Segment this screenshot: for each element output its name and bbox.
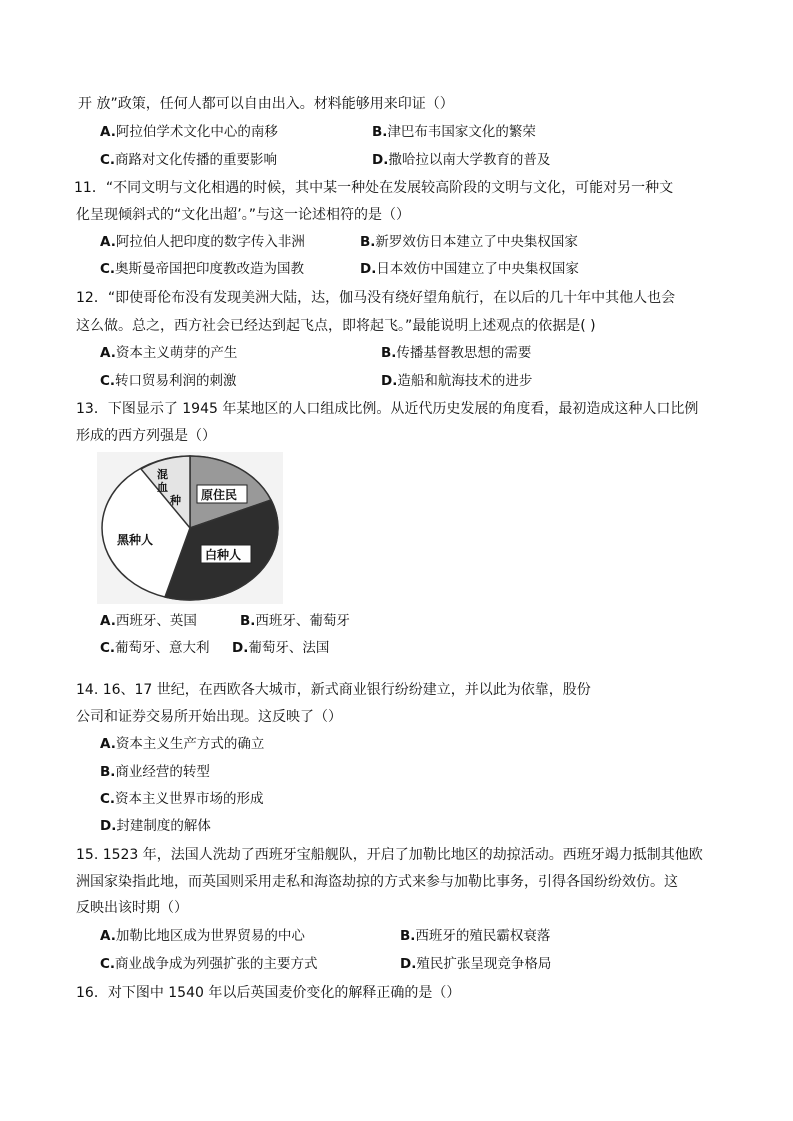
q11-option-d: D.日本效仿中国建立了中央集权国家 bbox=[360, 261, 579, 277]
q15-stem-line3: 反映出该时期（） bbox=[76, 900, 188, 916]
pie-label-yuanzhumin: 原住民 bbox=[201, 488, 238, 502]
q14-option-b: B.商业经营的转型 bbox=[100, 764, 210, 780]
population-pie-figure bbox=[97, 452, 283, 604]
q10-option-b: B.津巴布韦国家文化的繁荣 bbox=[372, 124, 536, 140]
q12-option-d: D.造船和航海技术的进步 bbox=[381, 373, 533, 389]
q15-stem-line1: 15. 1523 年，法国人洗劫了西班牙宝船舰队，开启了加勒比地区的劫掠活动。西班牙竭力抵制其他欧 bbox=[76, 847, 703, 863]
q10-option-a: A.阿拉伯学术文化中心的南移 bbox=[100, 124, 278, 140]
q12-stem-line1: 12．“即使哥伦布没有发现美洲大陆，达，伽马没有绕好望角航行，在以后的几十年中其他人也会 bbox=[76, 290, 676, 306]
q11-option-a: A.阿拉伯人把印度的数字传入非洲 bbox=[100, 234, 305, 250]
q15-option-a: A.加勒比地区成为世界贸易的中心 bbox=[100, 928, 305, 944]
pie-label-baizhongren: 白种人 bbox=[205, 548, 242, 562]
q12-option-a: A.资本主义萌芽的产生 bbox=[100, 345, 238, 361]
q13-stem-line1: 13．下图显示了 1945 年某地区的人口组成比例。从近代历史发展的角度看，最初造成这种人口比例 bbox=[76, 401, 699, 417]
q14-stem-line2: 公司和证券交易所开始出现。这反映了（） bbox=[76, 709, 342, 725]
q16-stem-line1: 16．对下图中 1540 年以后英国麦价变化的解释正确的是（） bbox=[76, 985, 461, 1001]
q11-option-c: C.奥斯曼帝国把印度教改造为国教 bbox=[100, 261, 305, 277]
q14-option-c: C.资本主义世界市场的形成 bbox=[100, 791, 264, 807]
q11-option-b: B.新罗效仿日本建立了中央集权国家 bbox=[360, 234, 578, 250]
q14-option-d: D.封建制度的解体 bbox=[100, 818, 211, 834]
pie-label-hunxue-1: 混 bbox=[157, 468, 168, 481]
q15-option-c: C.商业战争成为列强扩张的主要方式 bbox=[100, 956, 318, 972]
q14-option-a: A.资本主义生产方式的确立 bbox=[100, 736, 265, 752]
q13-option-a: A.西班牙、英国 bbox=[100, 613, 197, 629]
q11-stem-line1: 11．“不同文明与文化相遇的时候，其中某一种处在发展较高阶段的文明与文化，可能对另一种文 bbox=[74, 180, 674, 196]
q15-option-d: D.殖民扩张呈现竞争格局 bbox=[400, 956, 552, 972]
q10-stem-continued: 开 放”政策，任何人都可以自由出入。材料能够用来印证（） bbox=[78, 96, 454, 112]
q15-option-b: B.西班牙的殖民霸权衰落 bbox=[400, 928, 551, 944]
q11-stem-line2: 化呈现倾斜式的“文化出超’。”与这一论述相符的是（） bbox=[76, 207, 410, 223]
q12-option-b: B.传播基督教思想的需要 bbox=[381, 345, 532, 361]
q14-stem-line1: 14. 16、17 世纪，在西欧各大城市，新式商业银行纷纷建立，并以此为依靠，股份 bbox=[76, 682, 591, 698]
pie-label-heizhongren: 黑种人 bbox=[117, 533, 154, 547]
q13-option-b: B.西班牙、葡萄牙 bbox=[240, 613, 350, 629]
q10-option-c: C.商路对文化传播的重要影响 bbox=[100, 152, 278, 168]
q10-option-d: D.撒哈拉以南大学教育的普及 bbox=[372, 152, 551, 168]
q13-option-d: D.葡萄牙、法国 bbox=[232, 640, 330, 656]
q12-option-c: C.转口贸易利润的刺激 bbox=[100, 373, 237, 389]
q13-stem-line2: 形成的西方列强是（） bbox=[76, 428, 216, 444]
q15-stem-line2: 洲国家染指此地，而英国则采用走私和海盗劫掠的方式来参与加勒比事务，引得各国纷纷效仿。这 bbox=[76, 874, 678, 890]
pie-label-hunxue-3: 种 bbox=[170, 494, 181, 507]
q12-stem-line2: 这么做。总之，西方社会已经达到起飞点，即将起飞。”最能说明上述观点的依据是( ) bbox=[76, 318, 596, 334]
pie-label-hunxue-2: 血 bbox=[157, 481, 168, 494]
q13-option-c: C.葡萄牙、意大利 bbox=[100, 640, 210, 656]
